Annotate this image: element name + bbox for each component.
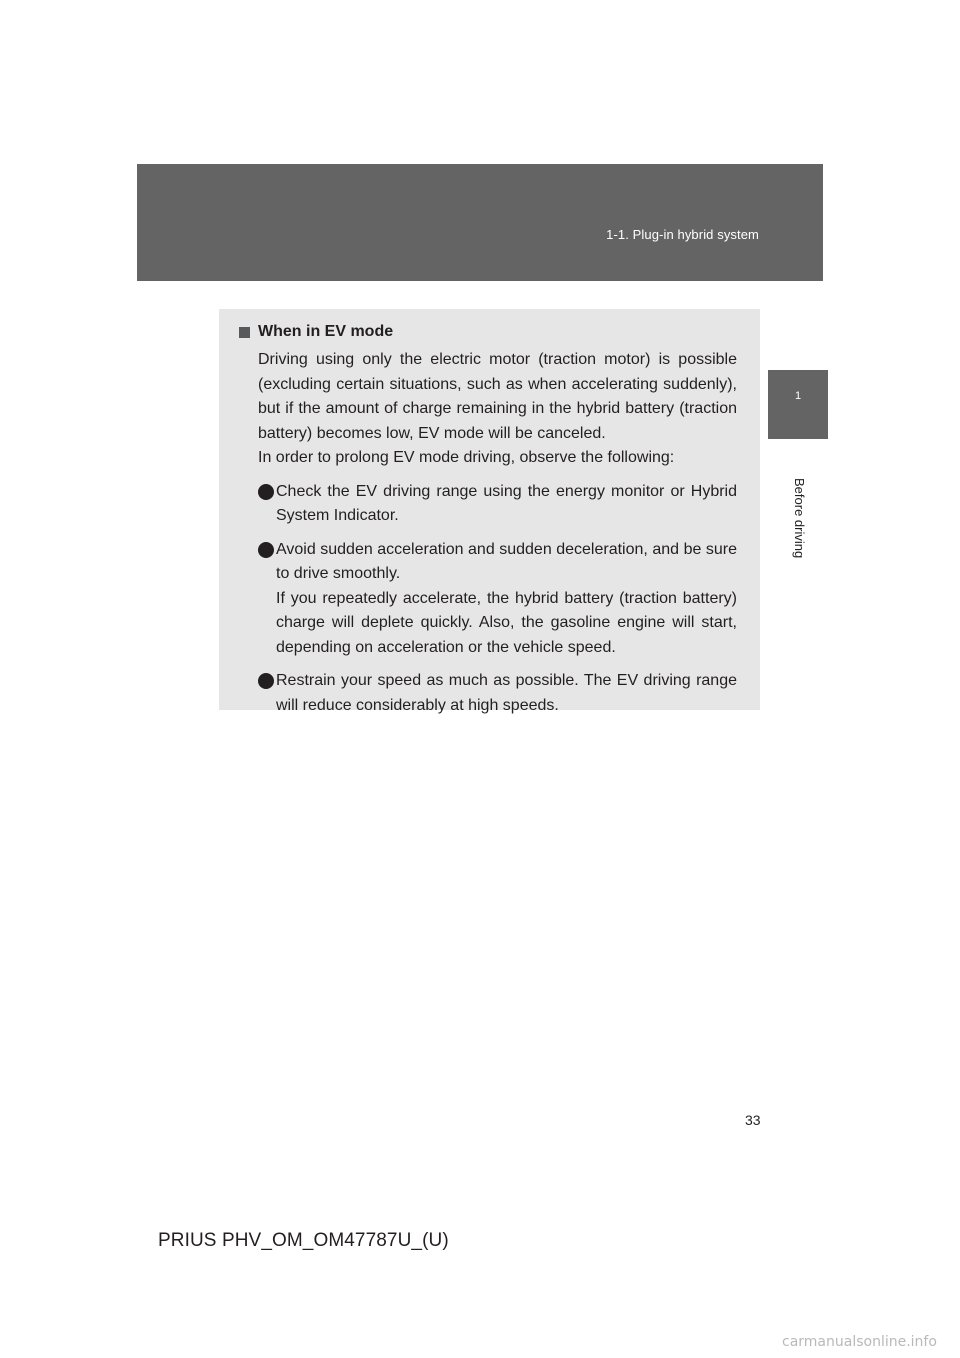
footer-document-id: PRIUS PHV_OM_OM47787U_(U): [158, 1230, 449, 1251]
chapter-number: 1: [794, 390, 802, 402]
intro-line: In order to prolong EV mode driving, observe the following:: [258, 449, 675, 466]
bullet-paragraph: Restrain your speed as much as possible. The EV driving range will reduce considerably at high speeds.: [276, 672, 737, 714]
info-box: [219, 309, 760, 714]
filled-circle-bullet-icon: [258, 673, 274, 689]
bullet-paragraph: Check the EV driving range using the energy monitor or Hybrid System Indicator.: [276, 482, 737, 524]
box-heading: [239, 321, 737, 343]
chapter-tab: [768, 370, 828, 439]
chapter-label: Before driving: [792, 478, 807, 559]
bullet-text: [276, 480, 737, 529]
page-number: 33: [745, 1112, 761, 1128]
box-heading-text: When in EV mode: [258, 323, 394, 340]
bullet-item: [258, 480, 737, 529]
bullet-text: [276, 669, 737, 718]
bullet-item: [258, 538, 737, 661]
intro-paragraph: [258, 348, 737, 471]
bullet-paragraph: If you repeatedly accelerate, the hybrid battery (traction battery) charge will deplete quickly. Also, the gasoline engine will start, depending on acceleration or the vehicle speed.: [276, 589, 737, 656]
bullet-paragraph: Avoid sudden acceleration and sudden deceleration, and be sure to drive smoothly.: [276, 540, 737, 582]
filled-circle-bullet-icon: [258, 542, 274, 558]
section-title: 1-1. Plug-in hybrid system: [606, 227, 759, 242]
bullet-item: [258, 669, 737, 718]
bullet-text: [276, 538, 737, 661]
watermark: carmanualsonline.info: [782, 1334, 937, 1350]
square-bullet-icon: [239, 327, 250, 338]
intro-line: Driving using only the electric motor (traction motor) is possible (excluding certain situations, such as when accelerating suddenly), but if the amount of charge remaining in the hybrid battery (traction battery) becomes low, EV mode will be canceled.: [258, 351, 737, 442]
filled-circle-bullet-icon: [258, 484, 274, 500]
header-band: [137, 164, 823, 281]
